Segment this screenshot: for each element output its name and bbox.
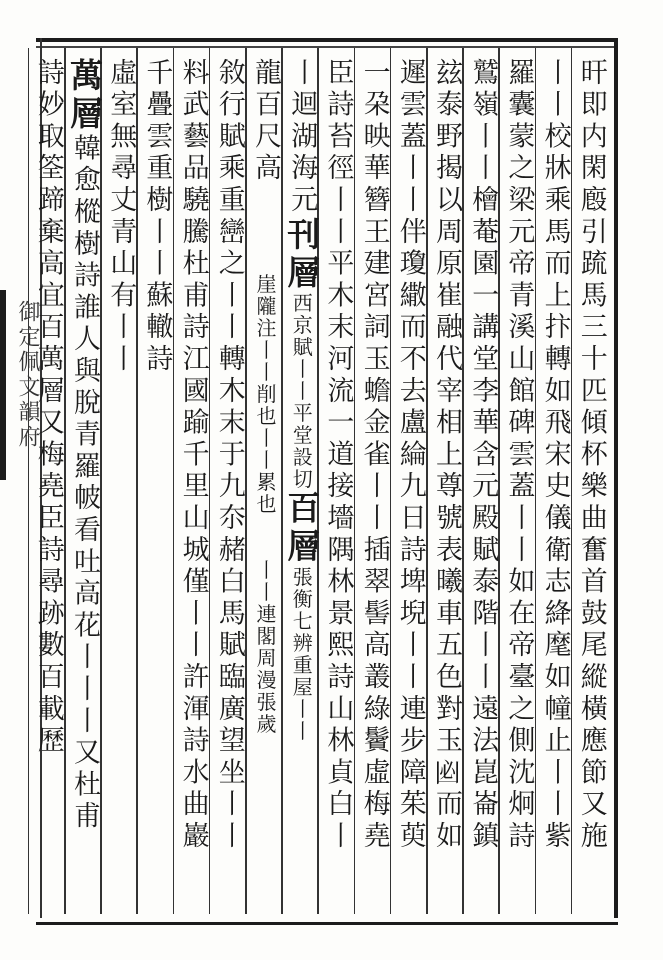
column-2-segment: 丨丨校牀乘馬而上抃轉如飛宋史儀衛志絳麾如幢止丨丨紫: [539, 58, 571, 853]
text-column-6: [391, 58, 429, 908]
column-16-segment: 詩妙取筌蹄棄高宜百萬層又梅堯臣詩尋跡數百載歷: [32, 58, 64, 758]
text-column-2: [536, 58, 574, 908]
frame-right-border: [614, 38, 618, 918]
text-column-9: [282, 58, 320, 908]
column-1-segment: 旰即内閑廏引䟽馬三十匹傾杯樂曲奮首鼓尾縱橫應節又施: [575, 58, 607, 853]
text-column-13: [137, 58, 175, 908]
column-10-segment: [253, 185, 277, 273]
column-7-segment: 一朶映華簪王建宮詞玉蟾金雀丨丨插翠髻高叢綠鬢虛梅堯: [358, 58, 390, 853]
text-column-15: [65, 58, 103, 908]
column-9-segment: 丨迴湖海元: [286, 58, 318, 217]
frame-top-rule: [36, 46, 616, 48]
text-column-11: [210, 58, 248, 908]
text-column-3: [499, 58, 537, 908]
text-column-5: [427, 58, 465, 908]
column-9-segment: 百層: [282, 490, 322, 567]
column-3-segment: 羅囊蒙之梁元帝青溪山館碑雲蓋丨丨如在帝臺之側沈炯詩: [503, 58, 535, 853]
column-12-segment: 料武藝品驍騰杜甫詩江國踰千里山城僅丨丨許渾詩水曲巖: [177, 58, 209, 853]
text-column-4: [463, 58, 501, 908]
column-8-segment: 臣詩苔徑丨丨平木末河流一道接墻隅林景熙詩山林貞白丨: [322, 58, 354, 853]
column-9-segment: 西京賦丨丨平堂設切: [289, 292, 314, 491]
text-column-8: [318, 58, 356, 908]
column-4-segment: 鷲嶺丨丨檜菴園一講堂李華含元殿賦泰階丨丨遠法崑崙鎮: [467, 58, 499, 853]
column-9-segment: 刊層: [282, 217, 322, 293]
text-column-7: [355, 58, 393, 908]
text-column-1: [572, 58, 610, 908]
text-column-16: [29, 58, 67, 908]
column-15-segment: 韓愈樅樹詩誰人與脫青羅帔看吐高花丨丨丨又杜甫: [69, 133, 100, 834]
column-5-segment: 玆泰野揭以周原崔融代宰相上尊號表曦車五色對玉𠚊而如: [431, 58, 462, 853]
column-9-segment: 張衡七辨重屋丨丨: [289, 566, 314, 743]
column-15-segment: 萬層: [65, 58, 104, 134]
column-6-segment: 遲雲蓋丨丨伴瓊繖而不去盧綸九日詩埤堄丨丨連步障茱萸: [394, 58, 426, 853]
text-column-12: [174, 58, 212, 908]
text-column-10: [246, 58, 284, 908]
column-11-segment: 敘行賦乘重巒之丨丨轉木末于九夵赭白馬賦臨廣望坐丨丨: [213, 58, 245, 853]
column-13-segment: 千疊雲重樹丨丨蘇轍詩: [141, 58, 173, 376]
column-10-segment: 龍百尺高: [250, 58, 281, 186]
column-14-segment: 虛室無尋丈青山有丨丨: [105, 58, 137, 376]
text-column-14: [101, 58, 139, 908]
margin-label: 御定佩文韻府: [15, 300, 40, 450]
column-10-segment: 崖隴注丨丨削也丨丨累也 丨丨連閣周漫張歲: [253, 273, 277, 736]
